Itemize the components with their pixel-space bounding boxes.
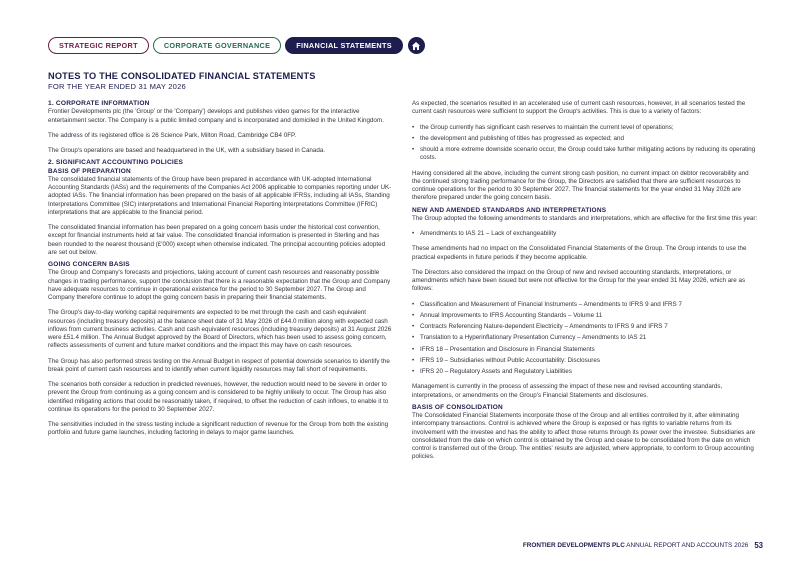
- list-item: • IFRS 19 – Subsidiaries without Public Accountability: Disclosures: [412, 357, 758, 365]
- paragraph: The sensitivities included in the stress testing include a significant reduction of revenue for the Group from both the existing portfolio and future game launches, including factoring in delays to major game launches.: [48, 421, 389, 437]
- paragraph: The Group's operations are based and headquartered in the UK, with a subsidiary based in Canada.: [48, 147, 326, 155]
- subsection-heading: BASIS OF PREPARATION: [48, 167, 131, 175]
- list-item: • Classification and Measurement of Financial Instruments – Amendments to IFRS 9 and IFRS 7: [412, 301, 758, 309]
- footer-company: FRONTIER DEVELOPMENTS PLC: [522, 542, 625, 549]
- paragraph: Having considered all the above, including the current strong cash position, no current impact on debtor recoverability and the continued strong trading performance for the Group, the Directors are satisfied that there are sufficient resources to continue operations for the period to 30 September 2027. The financial statements for the year ended 31 May 2026 are therefore prepared under the going concern basis.: [412, 169, 749, 202]
- list-item: • Translation to a Hyperinflationary Presentation Currency – Amendments to IAS 21: [412, 334, 758, 342]
- paragraph: The Group and Company's forecasts and projections, taking account of current cash resources and reasonably possible changes in trading performance, support the conclusion that there is a reasonable expectation that the Group and Company have adequate resources to continue in operational existence for the period to 30 September 2027. The Group and Company therefore continue to adopt the going concern basis in preparing their financial statements.: [48, 269, 391, 302]
- home-button[interactable]: [408, 37, 425, 54]
- subsection-heading: NEW AND AMENDED STANDARDS AND INTERPRETATIONS: [412, 206, 607, 214]
- paragraph: Management is currently in the process of assessing the impact of these new and revised accounting standards, interpretations, or amendments on the Group's Financial Statements and disclosures.: [412, 383, 723, 399]
- list-item: • Amendments to IAS 21 – Lack of exchangeability: [412, 230, 758, 238]
- paragraph: The consolidated financial information has been prepared on a going concern basis under the historical cost convention, except for financial instruments held at fair value. The consolidated financial information is presented in Sterling and has been rounded to the nearest thousand (£'000) except when otherwise indicated. The principal accounting policies adopted are set out below.: [48, 224, 386, 256]
- right-column: [412, 100, 758, 469]
- section-heading: 2. SIGNIFICANT ACCOUNTING POLICIES: [48, 159, 184, 167]
- list-item: • Annual Improvements to IFRS Accounting Standards – Volume 11: [412, 312, 758, 320]
- paragraph: As expected, the scenarios resulted in an accelerated use of current cash resources, however, in all scenarios tested the current cash resources were sufficient to support the Group's activities. This is due to a variety of factors:: [412, 100, 746, 116]
- section-heading: 1. CORPORATE INFORMATION: [48, 100, 150, 107]
- section-nav: [48, 37, 425, 54]
- paragraph: The scenarios both consider a reduction in predicted revenues, however, the reduction would need to be severe in order to prevent the Group from continuing as a going concern and is considered to be highly unlikely to occur. The Group has also identified mitigating actions that could be reasonably taken, if required, to offset the reduction of cash inflows, to enable it to continue its operations for the period to 30 September 2027.: [48, 381, 389, 413]
- paragraph: The Group has also performed stress testing on the Annual Budget in respect of potential downside scenarios to identify the break point of current cash resources and to identify when current liquidity resources may fall short of requirements.: [48, 357, 390, 373]
- paragraph: The Group's day-to-day working capital requirements are expected to be met through the cash and cash equivalent resources (including treasury deposits) at the balance sheet date of 31 May 2026 of £44.0 million along with expected cash inflows from current business activities. Cash and cash equivalent resources (including treasury deposits) at 31 August 2026 were £51.4 million. The Annual Budget approved by the Board of Directors, which has been used to assess going concern, reflects assessments of current and future market conditions and the impact this may have on cash resources.: [48, 309, 392, 350]
- upcoming-standards-list: [412, 301, 758, 377]
- page-subtitle: FOR THE YEAR ENDED 31 MAY 2026: [48, 82, 186, 91]
- page-number: 53: [754, 541, 763, 550]
- nav-financial-statements[interactable]: FINANCIAL STATEMENTS: [285, 37, 403, 54]
- paragraph: The Group adopted the following amendments to standards and interpretations, which are effective for the first time this year:: [412, 214, 758, 222]
- factors-list: [412, 124, 758, 163]
- paragraph: The Directors also considered the impact on the Group of new and revised accounting standards, interpretations, or amendments which have been issued but were not effective for the Group for the year ended 31 May 2026, which are as follows:: [412, 268, 746, 293]
- list-item: • should a more extreme downside scenario occur, the Group could take further mitigating actions by reducing its operating costs.: [412, 146, 758, 163]
- list-item: • IFRS 20 – Regulatory Assets and Regulatory Liabilities: [412, 368, 758, 376]
- page-title: NOTES TO THE CONSOLIDATED FINANCIAL STATEMENTS: [48, 71, 316, 81]
- list-item: • Contracts Referencing Nature-dependent Electricity – Amendments to IFRS 9 and IFRS 7: [412, 323, 758, 331]
- list-item: • the development and publishing of titles has progressed as expected; and: [412, 135, 758, 143]
- paragraph: Frontier Developments plc (the 'Group' or the 'Company') develops and publishes video games for the interactive entertainment sector. The Company is a public limited company and is incorporated and domiciled in the United Kingdom.: [48, 108, 384, 124]
- paragraph: The consolidated financial statements of the Group have been prepared in accordance with UK-adopted International Accounting Standards (IASs) and the requirements of the Companies Act 2006 applicable to companies reporting under UK-adopted IASs. The financial information has been prepared on the basis of all applicable IFRSs, including all IASs, Standing Interpretations Committee (SIC) interpretations and International Financial Reporting Interpretations Committee (IFRIC) interpretations that are applicable to the financial period.: [48, 175, 392, 216]
- paragraph: The address of its registered office is 26 Science Park, Milton Road, Cambridge CB4 0FP.: [48, 131, 297, 139]
- nav-corporate-governance[interactable]: CORPORATE GOVERNANCE: [153, 37, 281, 54]
- paragraph: The Consolidated Financial Statements incorporate those of the Group and all entities controlled by it, after eliminating intercompany transactions. Control is achieved where the Group is exposed or has rights to variable returns from its involvement with the investee and has the ability to affect those returns through its power over the investee. Subsidiaries are consolidated from the date on which control is obtained by the Group and cease to be consolidated from the date on which control is transferred out of the Group. The entities' results are adjusted, where appropriate, to conform to Group accounting policies.: [412, 412, 756, 461]
- list-item: • IFRS 18 – Presentation and Disclosure in Financial Statements: [412, 346, 758, 354]
- subsection-heading: GOING CONCERN BASIS: [48, 261, 130, 269]
- subsection-heading: BASIS OF CONSOLIDATION: [412, 403, 503, 411]
- list-item: • the Group currently has significant cash reserves to maintain the current level of operations;: [412, 124, 758, 132]
- left-column: [48, 100, 394, 445]
- home-icon: [411, 41, 421, 51]
- footer-report-name: ANNUAL REPORT AND ACCOUNTS 2026: [626, 542, 749, 549]
- adopted-list: [412, 230, 758, 238]
- nav-strategic-report[interactable]: STRATEGIC REPORT: [48, 37, 149, 54]
- page-footer: [523, 541, 763, 550]
- paragraph: These amendments had no impact on the Consolidated Financial Statements of the Group. The Group intends to use the practical expedients in future periods if they become applicable.: [412, 245, 747, 261]
